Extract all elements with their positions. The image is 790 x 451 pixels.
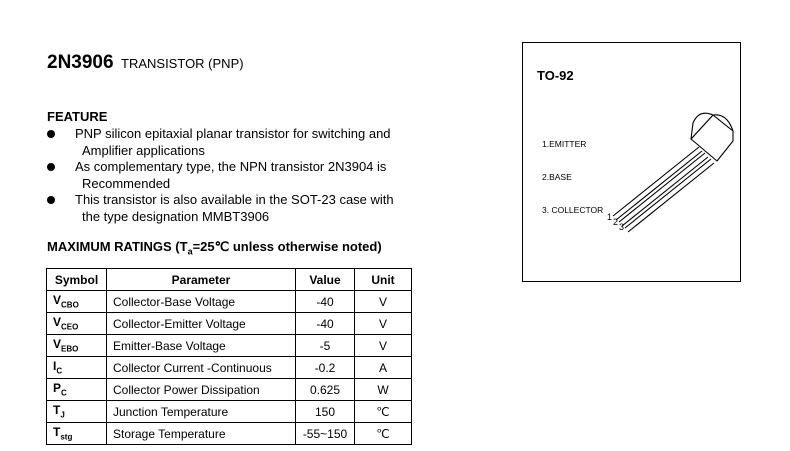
value-cell: 0.625 xyxy=(296,379,355,401)
page-title xyxy=(47,52,244,74)
symbol-subscript: stg xyxy=(60,432,73,442)
symbol-cell xyxy=(47,335,107,357)
value-cell: 150 xyxy=(296,401,355,423)
part-number: 2N3906 xyxy=(47,52,114,73)
value-cell: -55~150 xyxy=(296,423,355,445)
feature-text-line2: Amplifier applications xyxy=(82,142,205,158)
parameter-cell: Junction Temperature xyxy=(107,401,296,423)
unit-cell: ℃ xyxy=(355,401,412,423)
ratings-heading xyxy=(47,239,382,257)
value-cell: -0.2 xyxy=(296,357,355,379)
bullet-icon xyxy=(47,163,55,171)
symbol-cell xyxy=(47,313,107,335)
parameter-cell: Emitter-Base Voltage xyxy=(107,335,296,357)
ratings-heading-prefix: MAXIMUM RATINGS (T xyxy=(47,239,188,254)
unit-cell: A xyxy=(355,357,412,379)
part-description: TRANSISTOR (PNP) xyxy=(121,56,244,71)
parameter-cell: Collector-Emitter Voltage xyxy=(107,313,296,335)
bullet-icon xyxy=(47,130,55,138)
package-diagram xyxy=(522,42,741,282)
parameter-cell: Collector Current -Continuous xyxy=(107,357,296,379)
package-title: TO-92 xyxy=(537,68,574,83)
parameter-cell: Storage Temperature xyxy=(107,423,296,445)
table-row xyxy=(47,291,412,313)
symbol-subscript: CBO xyxy=(61,300,79,310)
parameter-cell: Collector-Base Voltage xyxy=(107,291,296,313)
table-header-row xyxy=(47,269,412,291)
lead-3b xyxy=(628,163,714,232)
feature-text-line1: PNP silicon epitaxial planar transistor for switching and xyxy=(75,126,391,141)
pin-number-2: 2 xyxy=(613,217,619,227)
table-row xyxy=(47,423,412,445)
symbol-letter: T xyxy=(53,425,61,440)
pin-label-collector: 3. COLLECTOR xyxy=(542,205,604,215)
symbol-subscript: J xyxy=(60,410,65,420)
pin-label-base: 2.BASE xyxy=(542,172,572,182)
feature-item xyxy=(47,159,467,192)
symbol-cell xyxy=(47,291,107,313)
lead-3 xyxy=(625,159,711,228)
lead-2 xyxy=(619,153,705,222)
feature-text-line1: This transistor is also available in the SOT-23 case with xyxy=(75,192,394,207)
table-row xyxy=(47,379,412,401)
unit-cell: V xyxy=(355,291,412,313)
value-cell: -5 xyxy=(296,335,355,357)
unit-cell: V xyxy=(355,335,412,357)
pin-label-emitter: 1.EMITTER xyxy=(542,139,587,149)
lead-2b xyxy=(622,157,708,226)
symbol-cell xyxy=(47,357,107,379)
feature-item xyxy=(47,192,467,225)
unit-cell: V xyxy=(355,313,412,335)
symbol-subscript: C xyxy=(56,366,63,376)
value-cell: -40 xyxy=(296,291,355,313)
lead-1 xyxy=(613,147,699,216)
feature-text-line2: Recommended xyxy=(82,175,171,191)
feature-list xyxy=(47,126,467,225)
symbol-cell xyxy=(47,379,107,401)
bullet-icon xyxy=(47,196,55,204)
column-header-unit: Unit xyxy=(355,269,412,291)
ratings-table xyxy=(46,268,412,445)
symbol-letter: V xyxy=(53,293,62,308)
symbol-letter: V xyxy=(53,337,62,352)
pin-number-3: 3 xyxy=(619,222,625,232)
table-row xyxy=(47,335,412,357)
feature-item xyxy=(47,126,467,159)
symbol-subscript: EBO xyxy=(61,344,79,354)
symbol-cell xyxy=(47,401,107,423)
table-row xyxy=(47,313,412,335)
symbol-subscript: C xyxy=(61,388,67,398)
feature-text-line1: As complementary type, the NPN transistor 2N3904 is xyxy=(75,159,387,174)
column-header-value: Value xyxy=(296,269,355,291)
symbol-cell xyxy=(47,423,107,445)
symbol-letter: T xyxy=(53,403,61,418)
parameter-cell: Collector Power Dissipation xyxy=(107,379,296,401)
column-header-symbol: Symbol xyxy=(47,269,107,291)
feature-text-line2: the type designation MMBT3906 xyxy=(82,208,270,224)
symbol-letter: P xyxy=(53,381,62,396)
symbol-letter: I xyxy=(53,359,57,374)
value-cell: -40 xyxy=(296,313,355,335)
to92-package-icon xyxy=(523,43,742,283)
unit-cell: W xyxy=(355,379,412,401)
table-row xyxy=(47,357,412,379)
pin-number-1: 1 xyxy=(607,212,613,222)
ratings-heading-sub: a xyxy=(187,246,193,257)
symbol-letter: V xyxy=(53,315,62,330)
table-row xyxy=(47,401,412,423)
lead-1b xyxy=(616,151,702,220)
symbol-subscript: CEO xyxy=(61,322,79,332)
ratings-heading-suffix: =25℃ unless otherwise noted) xyxy=(192,239,382,254)
feature-heading: FEATURE xyxy=(47,109,108,124)
column-header-parameter: Parameter xyxy=(107,269,296,291)
unit-cell: ℃ xyxy=(355,423,412,445)
